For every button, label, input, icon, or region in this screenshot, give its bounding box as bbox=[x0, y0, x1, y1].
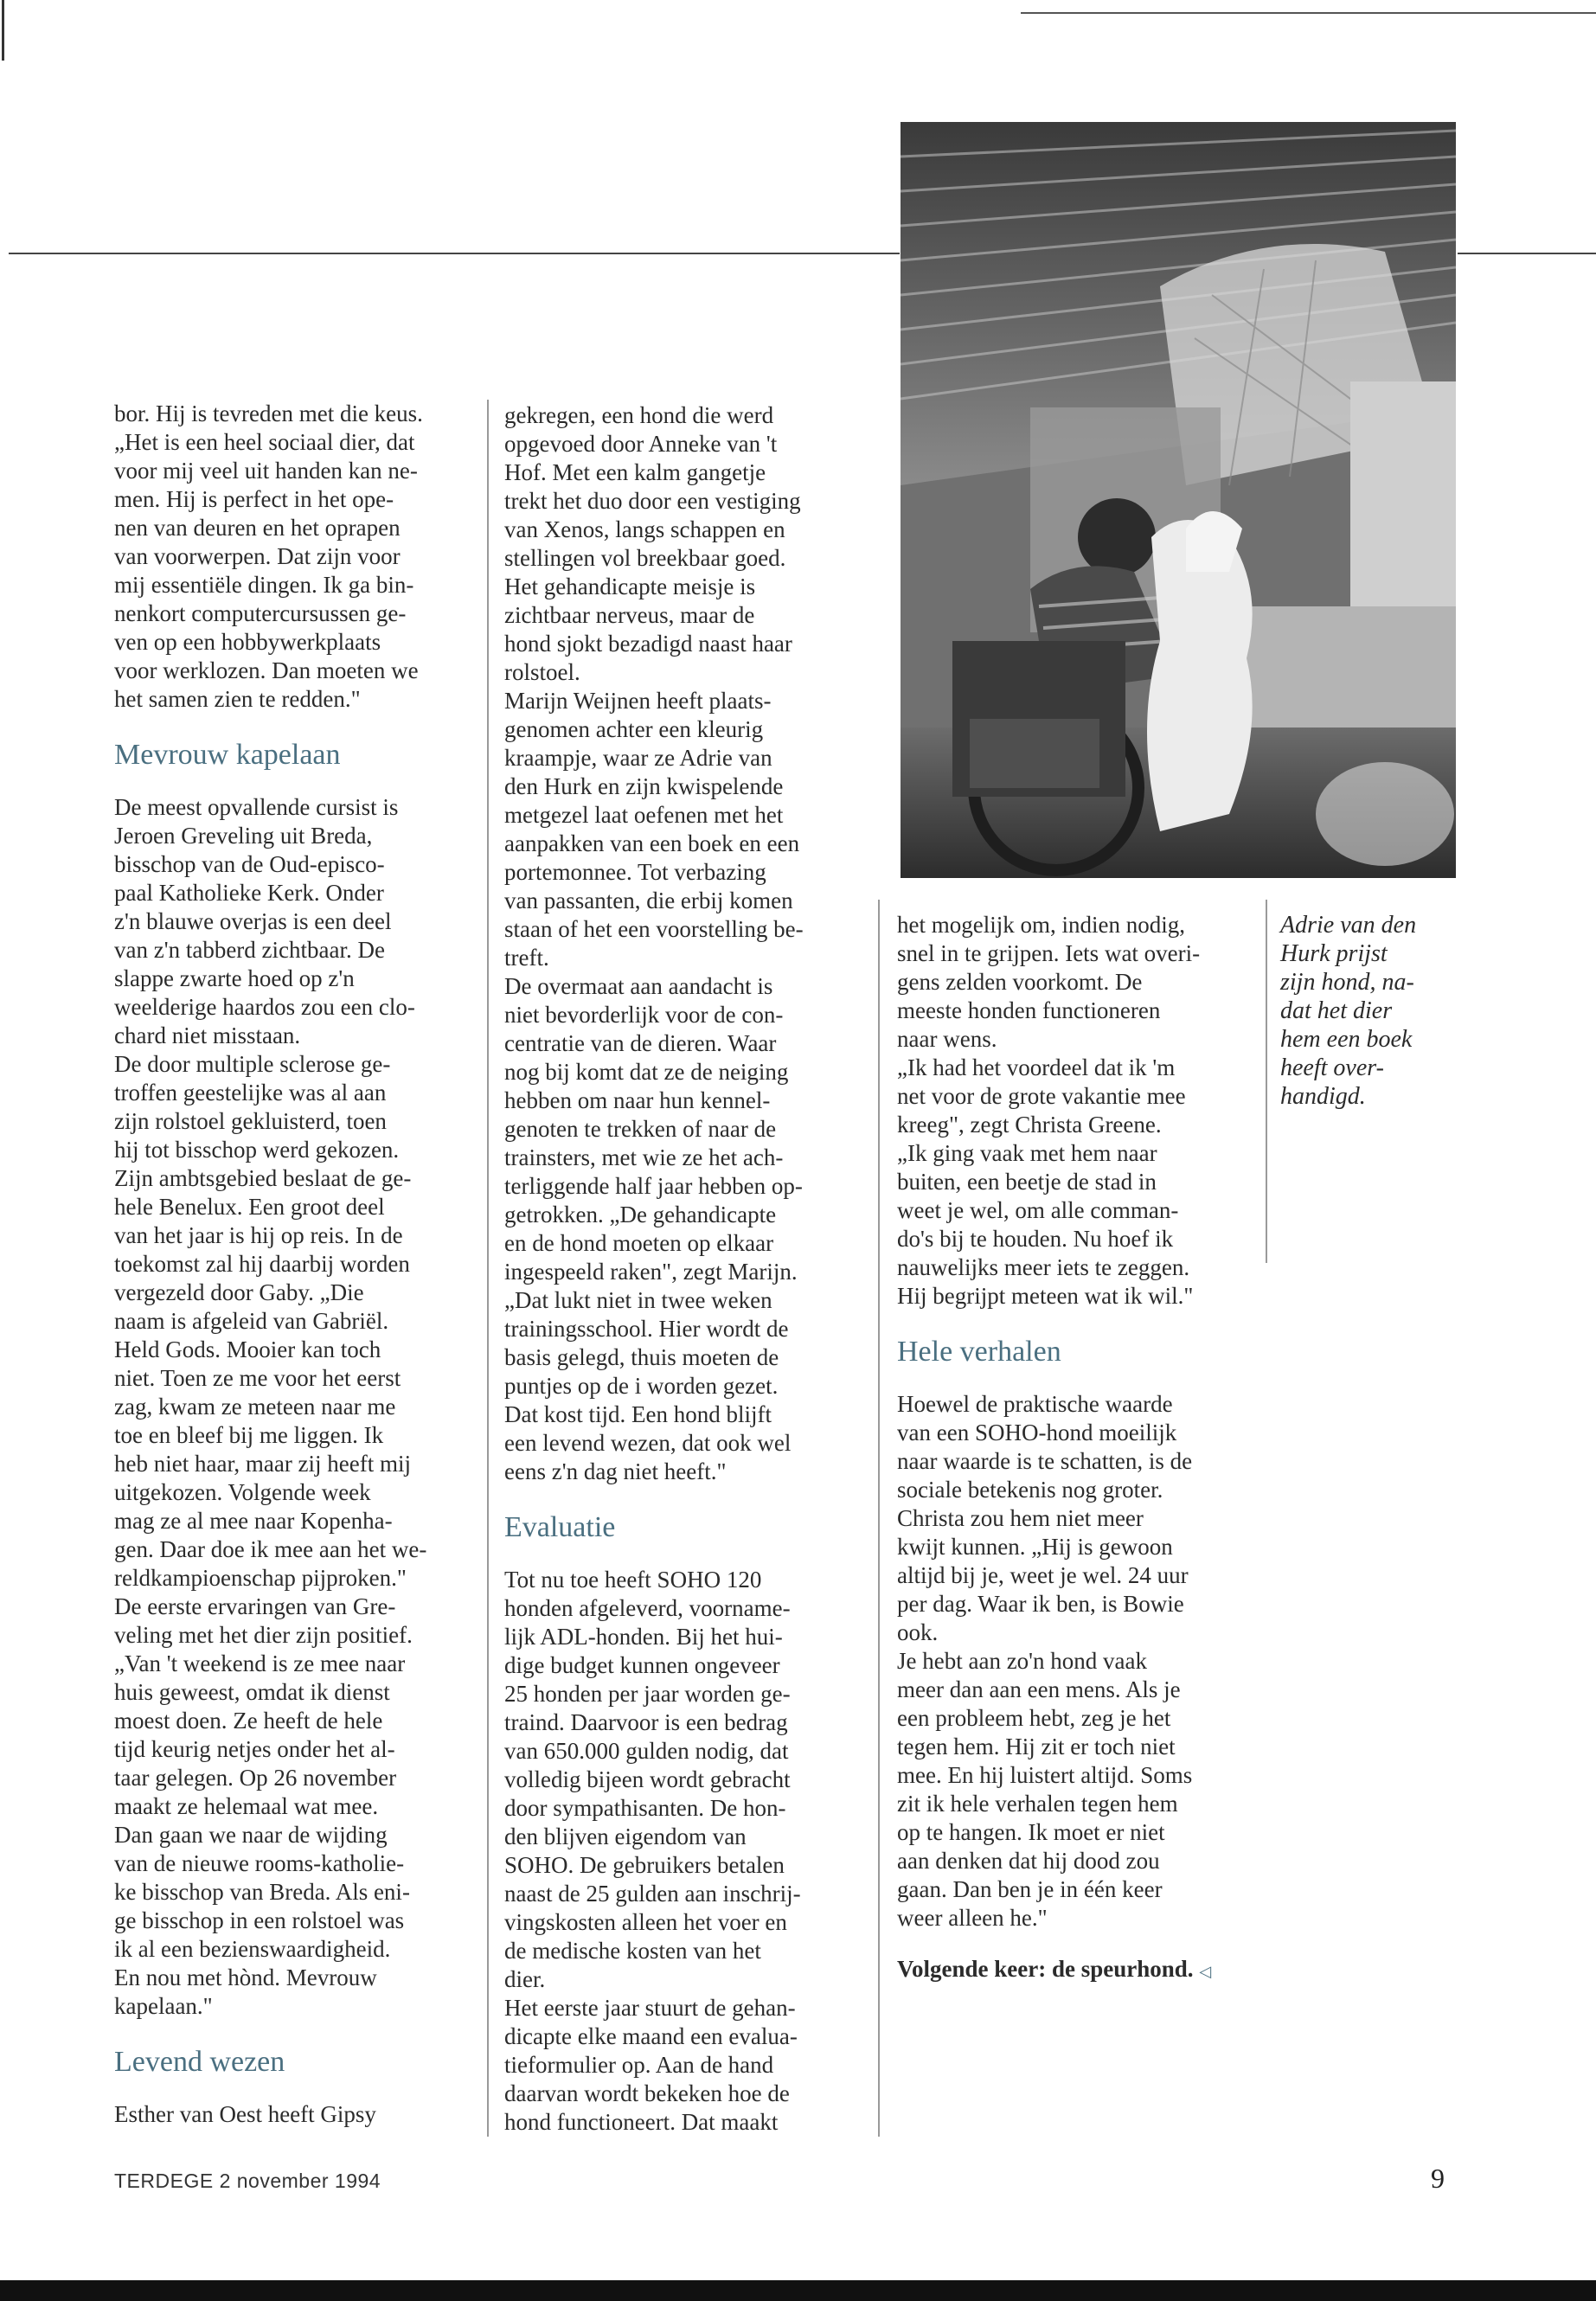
column3-tail: Hoewel de praktische waarde van een SOHO-hond moeilijk naar waarde is te schatten, is de sociale betekenis nog groter. Christa zou hem niet meer kwijt kunnen. „Hij is gewoon altijd bij je, weet je wel. 24 uur per dag. Waar ik ben, is Bowie ook. Je hebt aan zo'n hond vaak meer dan aan een mens. Als je een probleem hebt, zeg je het tegen hem. Hij zit er toch niet mee. En hij luistert altijd. Soms zit ik hele verhalen tegen hem op te hangen. Ik moet er niet aan denken dat hij dood zou gaan. Dan ben je in één keer weer alleen he." bbox=[897, 1391, 1193, 1931]
article-column-3 bbox=[897, 911, 1264, 1986]
subheading-hele-verhalen: Hele verhalen bbox=[897, 1336, 1061, 1368]
column-rule-1 bbox=[487, 400, 489, 2137]
column1-tail: Esther van Oest heeft Gipsy bbox=[114, 2101, 376, 2127]
top-rule bbox=[1021, 12, 1596, 14]
article-column-2 bbox=[504, 401, 876, 2137]
magazine-footer: TERDEGE 2 november 1994 bbox=[114, 2170, 381, 2192]
left-edge-rule bbox=[2, 0, 4, 61]
header-rule-right bbox=[1458, 253, 1596, 254]
column-rule-2 bbox=[878, 900, 880, 2137]
article-photo bbox=[901, 122, 1456, 878]
column1-body: De meest opvallende cursist is Jeroen Greveling uit Breda, bisschop van de Oud-episco- paal Katholieke Kerk. Onder z'n blauwe overjas is een deel van z'n tabberd zichtbaar. De slappe zwarte hoed op z'n weelderige haardos zou een clo- chard niet misstaan. De door multiple sclerose ge- troffen geestelijke was al aan zijn rolstoel gekluisterd, toen hij tot bisschop werd gekozen. Zijn ambtsgebied beslaat de ge- hele Benelux. Een groot deel van het jaar is hij op reis. In de toekomst zal hij daarbij worden vergezeld door Gaby. „Die naam is afgeleid van Gabriël. Held Gods. Mooier kan toch niet. Toen ze me voor het eerst zag, kwam ze meteen naar me toe en bleef bij me liggen. Ik heb niet haar, maar zij heeft mij uitgekozen. Volgende week mag ze al mee naar Kopenha- gen. Daar doe ik mee aan het we- reldkampioenschap pijproken." De eerste ervaringen van Gre- veling met het dier zijn positief. „Van 't weekend is ze mee naar huis geweest, omdat ik dienst moest doen. Ze heeft de hele tijd keurig netjes onder het al- taar gelegen. Op 26 november maakt ze helemaal wat mee. Dan gaan we naar de wijding van de nieuwe rooms-katholie- ke bisschop van Breda. Als eni- ge bisschop in een rolstoel was ik al een bezienswaardigheid. En nou met hònd. Mevrouw kapelaan." bbox=[114, 794, 427, 2019]
article-column-1 bbox=[114, 400, 484, 2129]
column2-body: gekregen, een hond die werd opgevoed door Anneke van 't Hof. Met een kalm gangetje trekt het duo door een vestiging van Xenos, langs schappen en stellingen vol breekbaar goed. Het gehandicapte meisje is zichtbaar nerveus, maar de hond sjokt bezadigd naast haar rolstoel. Marijn Weijnen heeft plaats- genomen achter een kleurig kraampje, waar ze Adrie van den Hurk en zijn kwispelende metgezel laat oefenen met het aanpakken van een boek en een portemonnee. Tot verbazing van passanten, die erbij komen staan of het een voorstelling be- treft. De overmaat aan aandacht is niet bevorderlijk voor de con- centratie van de dieren. Waar nog bij komt dat ze de neiging hebben om naar hun kennel- genoten te trekken of naar de trainsters, met wie ze het ach- terliggende half jaar hebben op- getrokken. „De gehandicapte en de hond moeten op elkaar ingespeeld raken", zegt Marijn. „Dat lukt niet in twee weken trainingsschool. Hier wordt de basis gelegd, thuis moeten de puntjes op de i worden gezet. Dat kost tijd. Een hond blijft een levend wezen, dat ook wel eens z'n dag niet heeft." bbox=[504, 402, 804, 1484]
header-rule-left bbox=[9, 253, 900, 254]
subheading-evaluatie: Evaluatie bbox=[504, 1511, 616, 1543]
column1-intro: bor. Hij is tevreden met die keus. „Het is een heel sociaal dier, dat voor mij veel uit handen kan ne- men. Hij is perfect in het ope- nen van deuren en het oprapen van voorwerpen. Dat zijn voor mij essentiële dingen. Ik ga bin- nenkort computercursussen ge- ven op een hobbywerkplaats voor werklozen. Dan moeten we het samen zien te redden." bbox=[114, 401, 423, 712]
column-rule-3 bbox=[1266, 900, 1267, 1263]
next-episode-text: Volgende keer: de speurhond. bbox=[897, 1956, 1194, 1982]
column2-tail: Tot nu toe heeft SOHO 120 honden afgeleverd, voorname- lijk ADL-honden. Bij het hui- dige budget kunnen ongeveer 25 honden per jaar worden ge- traind. Daarvoor is een bedrag van 650.000 gulden nodig, dat volledig bijeen wordt gebracht door sympathisanten. De hon- den blijven eigendom van SOHO. De gebruikers betalen naast de 25 gulden aan inschrij- vingskosten alleen het voer en de medische kosten van het dier. Het eerste jaar stuurt de gehan- dicapte elke maand een evalua- tieformulier op. Aan de hand daarvan wordt bekeken hoe de hond functioneert. Dat maakt bbox=[504, 1567, 801, 2135]
column3-body: het mogelijk om, indien nodig, snel in te grijpen. Iets wat overi- gens zelden voorkomt. De meeste honden functioneren naar wens. „Ik had het voordeel dat ik 'm net voor de grote vakantie mee kreeg", zegt Christa Greene. „Ik ging vaak met hem naar buiten, een beetje de stad in weet je wel, om alle comman- do's bij te houden. Nu hoef ik nauwelijks meer iets te zeggen. Hij begrijpt meteen wat ik wil." bbox=[897, 912, 1201, 1309]
page-number: 9 bbox=[1431, 2163, 1445, 2194]
next-episode-teaser bbox=[897, 1955, 1264, 1986]
end-mark-icon: ◁ bbox=[1199, 1963, 1212, 1980]
subheading-levend-wezen: Levend wezen bbox=[114, 2046, 285, 2078]
subheading-mevrouw-kapelaan: Mevrouw kapelaan bbox=[114, 739, 341, 771]
bottom-edge-bar bbox=[0, 2280, 1596, 2301]
photo-caption: Adrie van den Hurk prijst zijn hond, na- dat het dier hem een boek heeft over- handigd. bbox=[1280, 912, 1417, 1110]
